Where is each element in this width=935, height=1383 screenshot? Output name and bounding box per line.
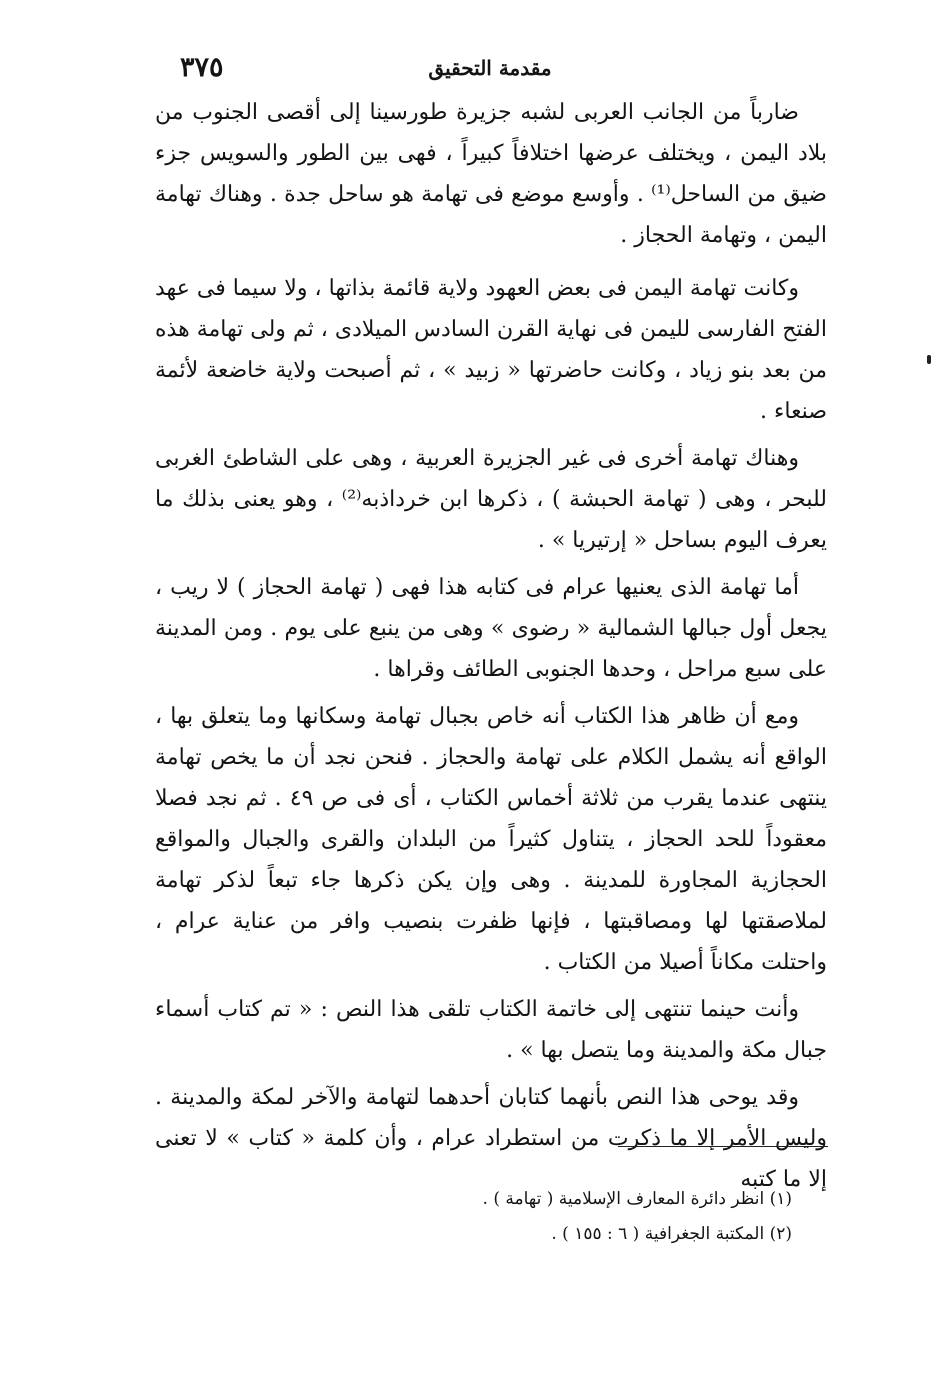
paragraph: وهناك تهامة أخرى فى غير الجزيرة العربية ، وهى على الشاطئ الغربى للبحر ، وهى ( تهامة الحبشة ) ، ذكرها ابن خرداذبه⁽²⁾ ، وهو يعنى بذلك ما يعرف اليوم بساحل « إرتيريا » .: [155, 446, 827, 553]
footnotes: [280, 1182, 792, 1252]
footnote-separator: [618, 1146, 828, 1147]
footnote: (١) انظر دائرة المعارف الإسلامية ( تهامة ) .: [482, 1189, 792, 1209]
page-header: [150, 52, 830, 92]
paragraph: ضارباً من الجانب العربى لشبه جزيرة طورسينا إلى أقصى الجنوب من بلاد اليمن ، ويختلف عرضها اختلافاً كبيراً ، فهى بين الطور والسويس جزء ضيق من الساحل⁽¹⁾ . وأوسع موضع فى تهامة هو ساحل جدة . وهناك تهامة اليمن ، وتهامة الحجاز .: [155, 100, 827, 248]
scan-speck: [927, 355, 931, 364]
paragraph: وقد يوحى هذا النص بأنهما كتابان أحدهما لتهامة والآخر لمكة والمدينة . وليس الأمر إلا ما ذكرت من استطراد عرام ، وأن كلمة « كتاب » لا تعنى إلا ما كتبه: [155, 1085, 827, 1192]
footnote: (٢) المكتبة الجغرافية ( ٦ : ١٥٥ ) .: [551, 1224, 792, 1244]
main-text: [155, 92, 827, 1200]
paragraph: أما تهامة الذى يعنيها عرام فى كتابه هذا فهى ( تهامة الحجاز ) لا ريب ، يجعل أول جبالها الشمالية « رضوى » وهى من ينبع على يوم . ومن المدينة على سبع مراحل ، وحدها الجنوبى الطائف وقراها .: [155, 575, 827, 682]
paragraph: ومع أن ظاهر هذا الكتاب أنه خاص بجبال تهامة وسكانها وما يتعلق بها ، الواقع أنه يشمل الكلام على تهامة والحجاز . فنحن نجد أن ما يخص تهامة ينتهى عندما يقرب من ثلاثة أخماس الكتاب ، أى فى ص ٤٩ . ثم نجد فصلا معقوداً للحد الحجاز ، يتناول كثيراً من البلدان والقرى والجبال والمواقع الحجازية المجاورة للمدينة . وهى وإن يكن ذكرها جاء تبعاً لذكر تهامة لملاصقتها لها ومصاقبتها ، فإنها ظفرت بنصيب وافر من عناية عرام ، واحتلت مكاناً أصيلا من الكتاب .: [155, 704, 828, 975]
page-number: ٣٧٥: [180, 52, 224, 83]
paragraph: وأنت حينما تنتهى إلى خاتمة الكتاب تلقى هذا النص : « تم كتاب أسماء جبال مكة والمدينة وما يتصل بها » .: [155, 997, 827, 1063]
running-title: مقدمة التحقيق: [428, 56, 552, 80]
paragraph: وكانت تهامة اليمن فى بعض العهود ولاية قائمة بذاتها ، ولا سيما فى عهد الفتح الفارسى لليمن فى نهاية القرن السادس الميلادى ، ثم ولى تهامة هذه من بعد بنو زياد ، وكانت حاضرتها « زبيد » ، ثم أصبحت ولاية خاضعة لأئمة صنعاء .: [155, 276, 827, 424]
